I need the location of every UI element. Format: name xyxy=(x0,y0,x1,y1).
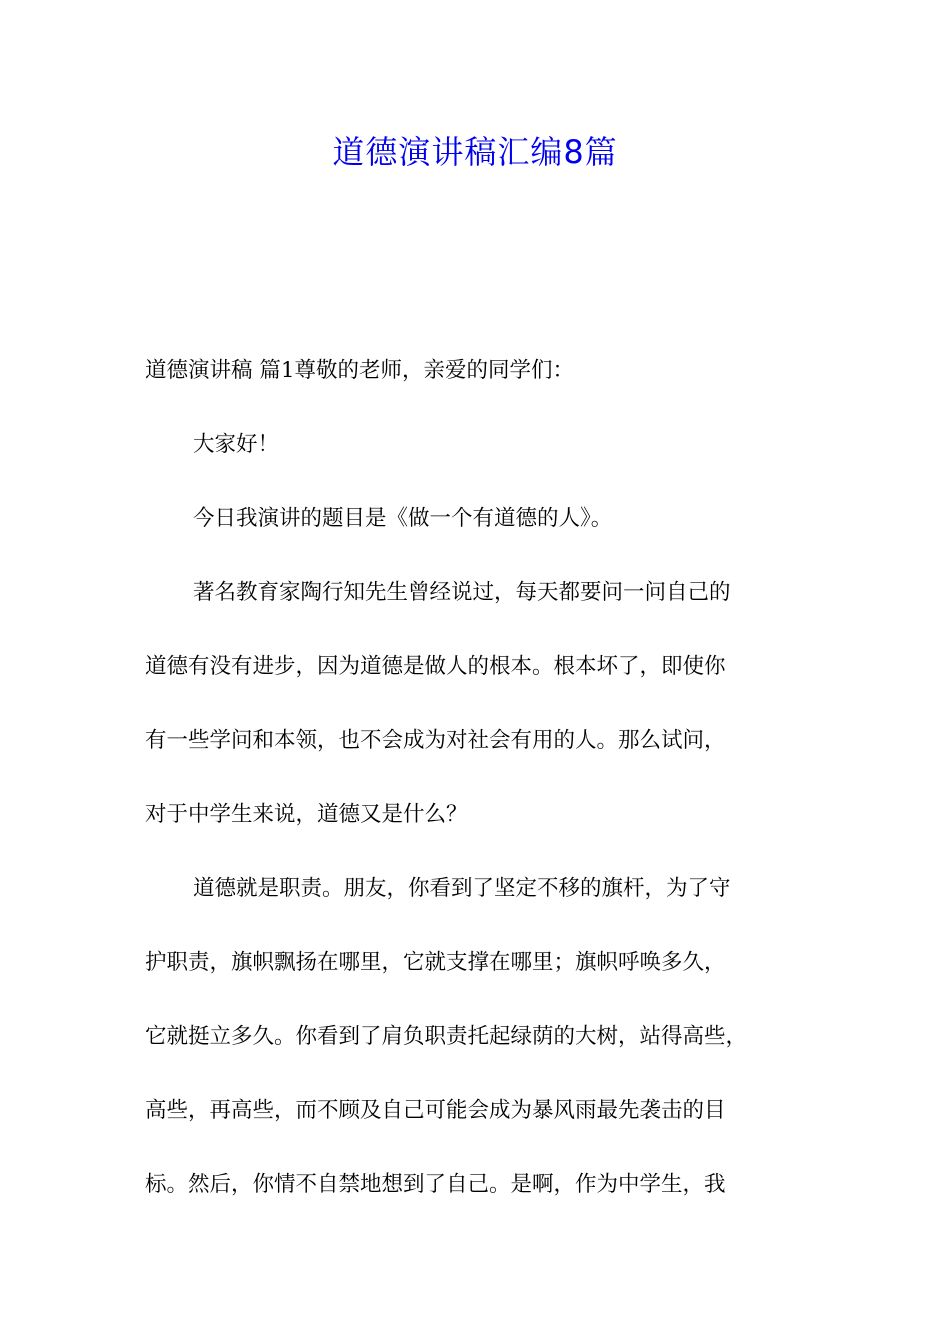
text-line: 著名教育家陶行知先生曾经说过，每天都要问一问自己的 xyxy=(193,580,731,605)
text-line: 标。然后，你情不自禁地想到了自己。是啊，作为中学生，我 xyxy=(145,1172,726,1197)
text-line: 道德就是职责。朋友，你看到了坚定不移的旗杆，为了守 xyxy=(193,876,731,901)
text-line: 有一些学问和本领，也不会成为对社会有用的人。那么试问， xyxy=(145,728,726,753)
text-line: 大家好！ xyxy=(193,432,280,457)
text-line: 对于中学生来说，道德又是什么？ xyxy=(145,802,468,827)
text-line: 它就挺立多久。你看到了肩负职责托起绿荫的大树，站得高些， xyxy=(145,1024,748,1049)
text-line: 高些，再高些，而不顾及自己可能会成为暴风雨最先袭击的目 xyxy=(145,1098,726,1123)
document-body xyxy=(145,334,835,1222)
text-line: 道德演讲稿 篇1尊敬的老师，亲爱的同学们： xyxy=(145,358,575,383)
text-line: 护职责，旗帜飘扬在哪里，它就支撑在哪里；旗帜呼唤多久， xyxy=(145,950,726,975)
text-line: 今日我演讲的题目是《做一个有道德的人》。 xyxy=(193,506,613,531)
document-title: 道德演讲稿汇编8篇 xyxy=(332,133,618,171)
text-line: 道德有没有进步，因为道德是做人的根本。根本坏了，即使你 xyxy=(145,654,726,679)
